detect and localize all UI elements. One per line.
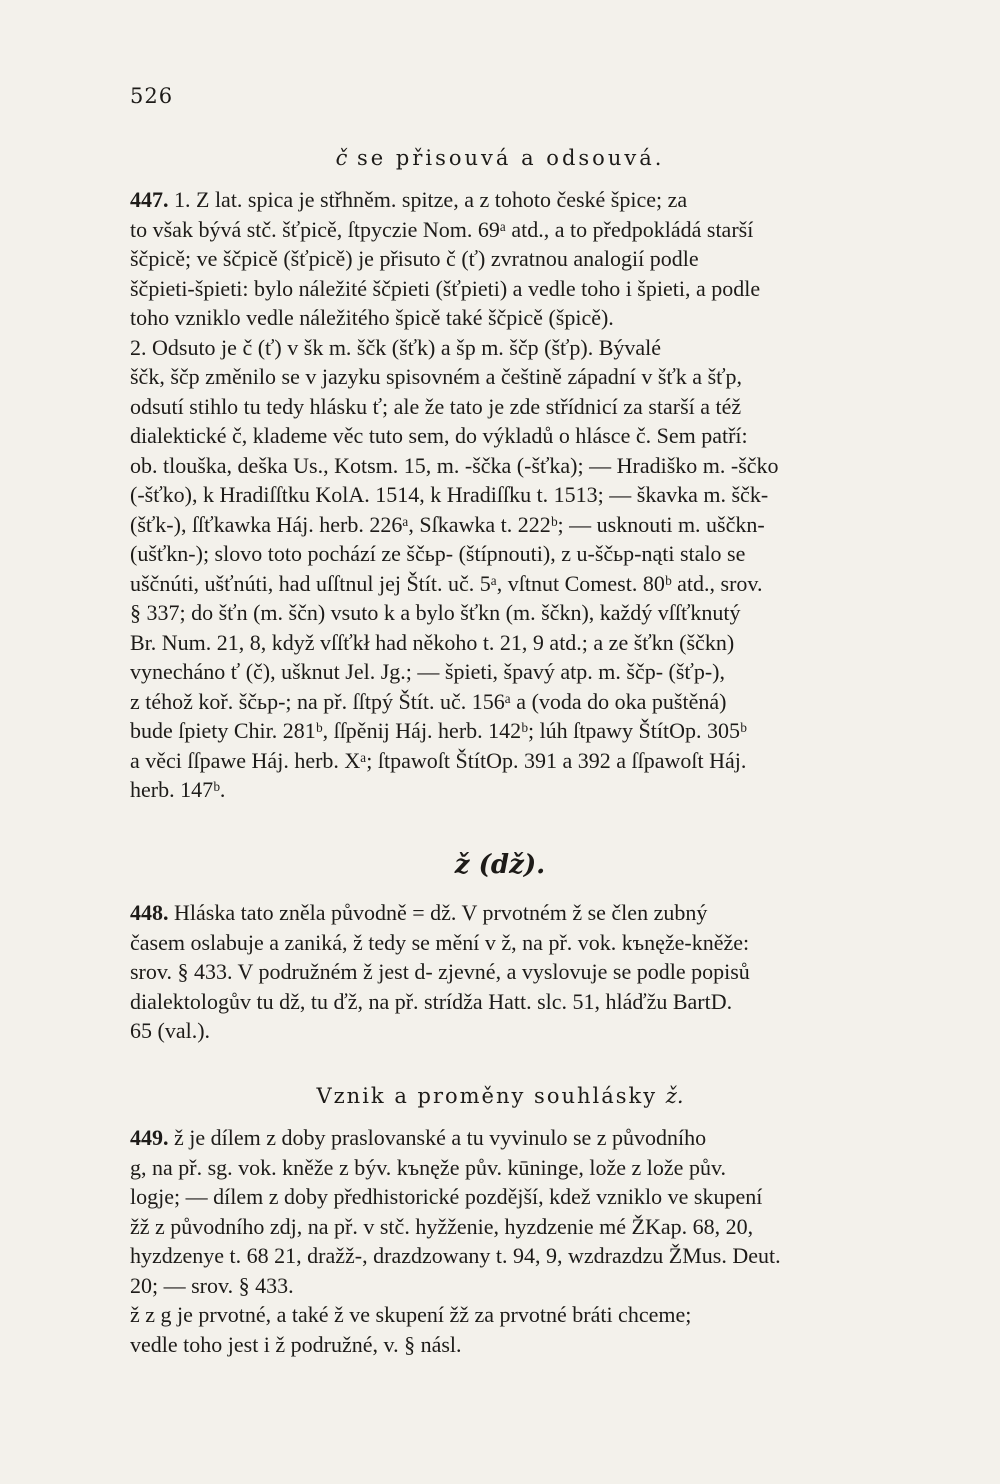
- line-text: (ušťkn-); slovo toto pochází ze ščьp- (štípnouti), z u-ščьp-nąti stalo se: [130, 541, 746, 566]
- line-text: toho vzniklo vedle náležitého špicě také ščpicě (špicě).: [130, 305, 614, 330]
- text-line: [130, 187, 687, 213]
- line-text: odsutí stihlo tu tedy hlásku ť; ale že tato je zde střídnicí za starší a též: [130, 393, 742, 419]
- line-text: dialektologův tu dž, tu ďž, na př. strídža Hatt. slc. 51, hláďžu BartD.: [130, 988, 733, 1014]
- text-line: [130, 217, 753, 243]
- heading-1-text: se přisouvá a odsouvá.: [347, 146, 665, 170]
- text-line: [130, 600, 741, 626]
- line-text: logje; — dílem z doby předhistorické pozdější, kdež vzniklo ve skupení: [130, 1184, 763, 1209]
- text-line: [130, 777, 225, 803]
- paragraph-number: 448.: [130, 900, 169, 925]
- line-text: § 337; do šťn (m. ščn) vsuto k a bylo šťkn (m. ščkn), každý vſſťknutý: [130, 600, 741, 625]
- line-text: vynecháno ť (č), ušknut Jel. Jg.; — špieti, špavý atp. m. ščp- (šťp-),: [130, 659, 725, 684]
- text-line: [130, 959, 750, 985]
- line-text: ob. tlouška, deška Us., Kotsm. 15, m. -ščka (-šťka); — Hradiško m. -ščko: [130, 452, 779, 478]
- line-text: ščk, ščp změnilo se v jazyku spisovném a češtině západní v šťk a šťp,: [130, 364, 743, 389]
- text-line: [130, 659, 725, 685]
- section-heading-2: ž (dž).: [454, 850, 546, 880]
- line-text: Hláska tato zněla původně = dž. V prvotném ž se člen zubný: [168, 900, 708, 925]
- text-line: [130, 989, 732, 1015]
- line-text: g, na př. sg. vok. kněže z býv. kъnęže pův. kūningе, lože z lože pův.: [130, 1154, 727, 1180]
- text-line: [130, 718, 747, 744]
- heading-3-text: Vznik a proměny souhlásky: [316, 1084, 666, 1108]
- text-line: [130, 423, 748, 449]
- heading-1-prefix: č: [335, 146, 348, 170]
- text-line: [130, 1214, 753, 1240]
- text-line: [130, 1125, 706, 1151]
- line-text: 20; — srov. § 433.: [130, 1272, 294, 1298]
- line-text: ž z g je prvotné, a také ž ve skupení žž za prvotné bráti chceme;: [130, 1302, 692, 1327]
- section-heading-1: [0, 146, 1000, 170]
- text-line: [130, 1332, 462, 1358]
- text-line: [130, 748, 746, 774]
- text-line: [130, 571, 763, 597]
- line-text: 65 (val.).: [130, 1018, 211, 1043]
- line-text: vedle toho jest i ž podružné, v. § násl.: [130, 1331, 462, 1357]
- line-text: a věci ſſpawe Háj. herb. Xᵃ; ſtpawoſt ŠtítOp. 391 a 392 a ſſpawoſt Háj.: [130, 747, 747, 773]
- line-text: 2. Odsuto je č (ť) v šk m. ščk (šťk) a šp m. ščp (šťp). Bývalé: [130, 334, 662, 360]
- section-heading-3: [0, 1084, 1000, 1108]
- text-line: [130, 276, 760, 302]
- line-text: z téhož koř. ščьp-; na př. ſſtpý Štít. uč. 156ᵃ a (voda do oka puštěná): [130, 688, 727, 714]
- line-text: to však bývá stč. šťpicě, ſtpyczie Nom. 69ᵃ atd., a to předpokládá starší: [130, 216, 754, 242]
- line-text: dialektické č, klademe věc tuto sem, do výkladů o hlásce č. Sem patří:: [130, 423, 748, 448]
- page-number: 526: [130, 84, 174, 108]
- line-text: Br. Num. 21, 8, když vſſťkł had někoho t. 21, 9 atd.; a ze šťkn (ščkn): [130, 629, 735, 655]
- paragraph-number: 449.: [130, 1125, 169, 1150]
- line-text: hyzdzenye t. 68 21, dražž-, drazdzowany t. 94, 9, wzdrazdzu ŽMus. Deut.: [130, 1243, 781, 1268]
- line-text: (šťk-), ſſťkawka Háj. herb. 226ᵃ, Sſkawka t. 222ᵇ; — usknouti m. uščkn-: [130, 511, 765, 537]
- text-line: [130, 1273, 294, 1299]
- text-line: [130, 541, 745, 567]
- text-line: [130, 246, 699, 272]
- text-line: [130, 1243, 781, 1269]
- text-line: [130, 305, 614, 331]
- text-line: [130, 394, 741, 420]
- heading-3-suffix: ž.: [665, 1084, 684, 1108]
- text-line: [130, 630, 734, 656]
- text-line: [130, 1302, 691, 1328]
- line-text: uščnúti, ušťnúti, had uſſtnul jej Štít. uč. 5ᵃ, vſtnut Comest. 80ᵇ atd., srov.: [130, 570, 763, 596]
- line-text: srov. § 433. V podružném ž jest d- zjevné, a vyslovuje se podle popisů: [130, 959, 750, 984]
- text-line: [130, 335, 661, 361]
- line-text: 1. Z lat. spica je střhněm. spitze, a z tohoto české špice; za: [168, 187, 688, 212]
- text-line: [130, 512, 765, 538]
- text-line: [130, 1018, 210, 1044]
- text-line: [130, 900, 707, 926]
- line-text: bude ſpiety Chir. 281ᵇ, ſſpěnij Háj. herb. 142ᵇ; lúh ſtpawy ŠtítOp. 305ᵇ: [130, 718, 747, 743]
- line-text: herb. 147ᵇ.: [130, 777, 226, 802]
- text-line: [130, 453, 779, 479]
- text-line: [130, 364, 742, 390]
- text-line: [130, 482, 768, 508]
- line-text: ščpicě; ve ščpicě (šťpicě) je přisuto č (ť) zvratnou analogií podle: [130, 246, 699, 271]
- text-line: [130, 689, 726, 715]
- line-text: časem oslabuje a zaniká, ž tedy se mění v ž, na př. vok. kъnęže-kněže:: [130, 929, 750, 955]
- text-line: [130, 930, 749, 956]
- line-text: ščpieti-špieti: bylo náležité ščpieti (šťpieti) a vedle toho i špieti, a podle: [130, 275, 761, 301]
- paragraph-number: 447.: [130, 187, 169, 212]
- text-line: [130, 1184, 762, 1210]
- line-text: žž z původního zdj, na př. v stč. hyžženie, hyzdzenie mé ŽKap. 68, 20,: [130, 1213, 754, 1239]
- text-line: [130, 1155, 726, 1181]
- line-text: (-šťko), k Hradiſſtku KolA. 1514, k Hradiſſku t. 1513; — škavka m. ščk-: [130, 482, 769, 507]
- line-text: ž je dílem z doby praslovanské a tu vyvinulo se z původního: [168, 1125, 707, 1150]
